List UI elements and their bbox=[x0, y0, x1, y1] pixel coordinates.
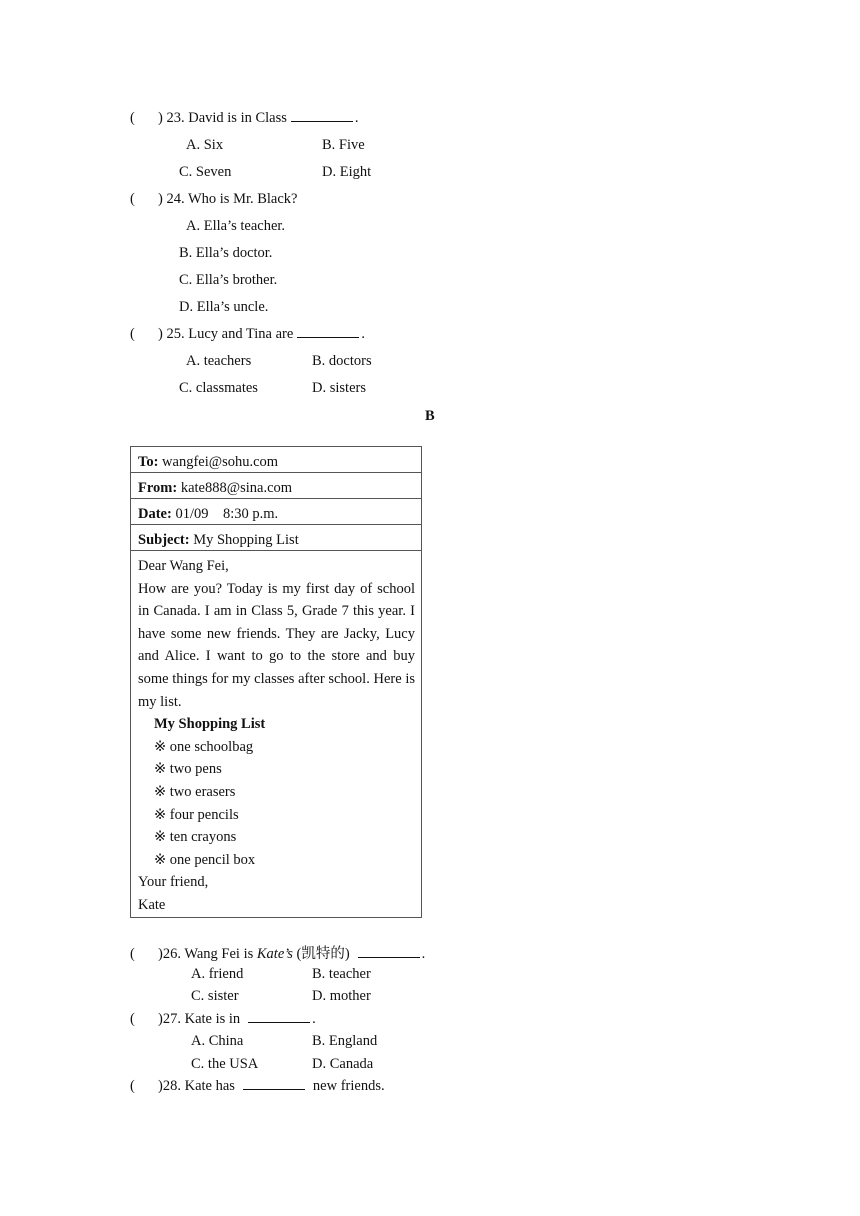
stem-italic-word: Kate’s bbox=[256, 946, 293, 962]
option-c: C. the USA bbox=[191, 1056, 259, 1072]
email-body bbox=[131, 551, 421, 917]
answer-blank bbox=[243, 1078, 305, 1090]
option-b: B. England bbox=[312, 1033, 378, 1049]
option-c: C. Seven bbox=[179, 164, 232, 180]
option-d: D. Canada bbox=[312, 1056, 374, 1072]
option-a: A. Ella’s teacher. bbox=[186, 218, 286, 234]
answer-paren-close: ) bbox=[158, 191, 163, 207]
answer-paren-open: ( bbox=[130, 191, 135, 207]
email-date-value: 01/09 8:30 p.m. bbox=[175, 506, 279, 522]
email-date-label: Date: bbox=[138, 506, 172, 522]
question-stem: 26. Wang Fei is bbox=[162, 946, 254, 962]
option-d: D. mother bbox=[312, 988, 371, 1004]
email-greeting: Dear Wang Fei, bbox=[138, 558, 229, 574]
question-25 bbox=[130, 326, 365, 343]
question-stem: 23. David is in Class bbox=[166, 110, 287, 126]
email-subject-row bbox=[131, 525, 421, 551]
stem-punctuation: . bbox=[361, 326, 365, 342]
question-28 bbox=[130, 1078, 385, 1095]
answer-paren-close: ) bbox=[158, 326, 163, 342]
answer-blank bbox=[291, 110, 353, 122]
option-a: A. Six bbox=[186, 137, 224, 153]
answer-paren-open: ( bbox=[130, 110, 135, 126]
email-to-label: To: bbox=[138, 454, 159, 470]
question-stem: 27. Kate is in bbox=[162, 1011, 241, 1027]
stem-punctuation: . bbox=[421, 946, 426, 962]
option-b: B. doctors bbox=[312, 353, 372, 369]
answer-paren-close: ) bbox=[158, 1011, 163, 1027]
question-stem: 25. Lucy and Tina are bbox=[166, 326, 294, 342]
question-stem: 28. Kate has bbox=[162, 1078, 235, 1094]
answer-paren-close: ) bbox=[158, 946, 163, 962]
shopping-list-item: ※ two pens bbox=[154, 761, 222, 778]
stem-punctuation: . bbox=[312, 1011, 316, 1027]
answer-paren-close: ) bbox=[158, 1078, 163, 1094]
option-b: B. Ella’s doctor. bbox=[179, 245, 273, 261]
question-26 bbox=[130, 942, 425, 963]
answer-paren-open: ( bbox=[130, 1078, 135, 1094]
shopping-list-item: ※ ten crayons bbox=[154, 829, 237, 846]
option-a: A. China bbox=[191, 1033, 244, 1049]
email-signature: Kate bbox=[138, 896, 166, 913]
answer-paren-close: ) bbox=[158, 110, 163, 126]
shopping-list-item: ※ one schoolbag bbox=[154, 738, 254, 755]
email-from-row bbox=[131, 473, 421, 499]
option-d: D. Eight bbox=[322, 164, 372, 180]
email-from-value: kate888@sina.com bbox=[180, 480, 293, 496]
answer-blank bbox=[297, 326, 359, 338]
section-heading-b: B bbox=[425, 408, 435, 424]
stem-suffix: new friends. bbox=[312, 1078, 385, 1094]
answer-paren-open: ( bbox=[130, 946, 135, 962]
email-from-label: From: bbox=[138, 480, 178, 496]
shopping-list-item: ※ four pencils bbox=[154, 806, 239, 823]
question-23 bbox=[130, 110, 359, 127]
answer-paren-open: ( bbox=[130, 326, 135, 342]
question-27 bbox=[130, 1011, 316, 1028]
email-subject-label: Subject: bbox=[138, 532, 190, 548]
shopping-list-item: ※ two erasers bbox=[154, 783, 236, 800]
answer-blank bbox=[248, 1011, 310, 1023]
option-c: C. classmates bbox=[179, 380, 258, 396]
answer-paren-open: ( bbox=[130, 1011, 135, 1027]
email-to-value: wangfei@sohu.com bbox=[162, 454, 279, 470]
email-date-row bbox=[131, 499, 421, 525]
email-subject-value: My Shopping List bbox=[193, 532, 299, 548]
option-b: B. teacher bbox=[312, 966, 371, 982]
stem-gloss: (凯特的) bbox=[296, 946, 350, 962]
question-stem: 24. Who is Mr. Black? bbox=[166, 191, 298, 207]
shopping-list-title: My Shopping List bbox=[154, 716, 266, 733]
question-24 bbox=[130, 191, 298, 208]
option-b: B. Five bbox=[322, 137, 365, 153]
option-d: D. Ella’s uncle. bbox=[179, 299, 269, 315]
email-to-row bbox=[131, 447, 421, 473]
option-c: C. Ella’s brother. bbox=[179, 272, 278, 288]
option-a: A. friend bbox=[191, 966, 244, 982]
shopping-list-item: ※ one pencil box bbox=[154, 851, 256, 868]
email-paragraph: How are you? Today is my first day of school in Canada. I am in Class 5, Grade 7 this year. I have some new friends. They are Jacky, Lucy and Alice. I want to go to the store and buy some things for my classes after school. Here is my list. bbox=[138, 580, 415, 710]
option-d: D. sisters bbox=[312, 380, 366, 396]
stem-punctuation: . bbox=[354, 110, 359, 126]
email-box bbox=[130, 446, 422, 918]
email-closing: Your friend, bbox=[138, 874, 209, 891]
answer-blank bbox=[358, 946, 420, 958]
option-c: C. sister bbox=[191, 988, 239, 1004]
option-a: A. teachers bbox=[186, 353, 252, 369]
